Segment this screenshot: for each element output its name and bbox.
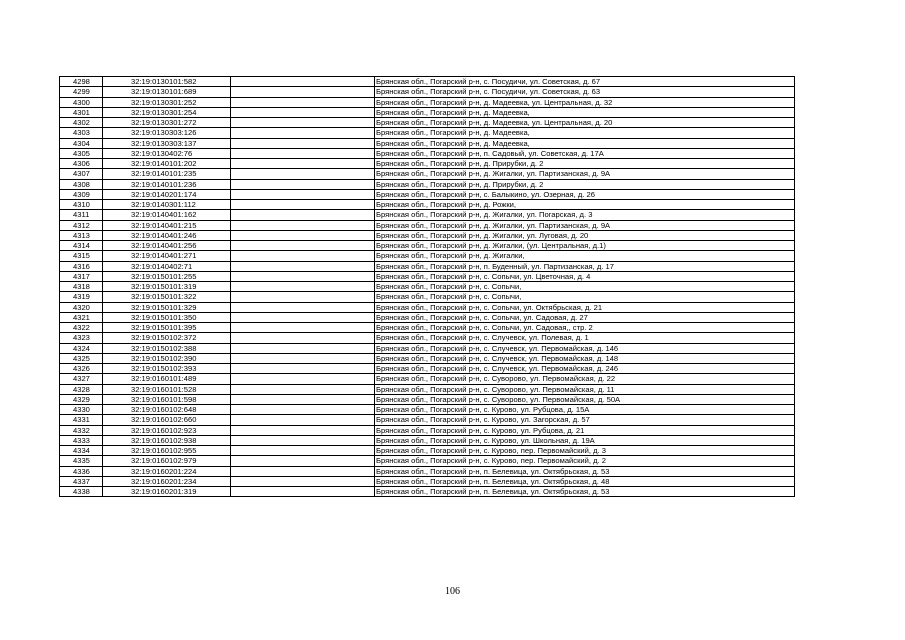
table-row [60, 394, 795, 404]
blank-cell [231, 159, 375, 169]
address-cell: Брянская обл., Погарский р-н, с. Случевск, ул. Первомайская, д. 148 [375, 353, 795, 363]
cadastral-number-cell: 32:19:0130301:254 [103, 107, 231, 117]
blank-cell [231, 374, 375, 384]
blank-cell [231, 128, 375, 138]
table-row [60, 179, 795, 189]
table-row [60, 405, 795, 415]
cadastral-number-cell: 32:19:0160102:938 [103, 435, 231, 445]
table-row [60, 210, 795, 220]
address-cell: Брянская обл., Погарский р-н, с. Суворово, ул. Первомайская, д. 22 [375, 374, 795, 384]
cadastral-number-cell: 32:19:0140301:112 [103, 200, 231, 210]
cadastral-number-cell: 32:19:0160101:598 [103, 394, 231, 404]
address-cell: Брянская обл., Погарский р-н, с. Сопычи, [375, 282, 795, 292]
blank-cell [231, 456, 375, 466]
address-cell: Брянская обл., Погарский р-н, д. Жигалки, [375, 251, 795, 261]
cadastral-number-cell: 32:19:0140401:215 [103, 220, 231, 230]
blank-cell [231, 343, 375, 353]
blank-cell [231, 476, 375, 486]
address-cell: Брянская обл., Погарский р-н, с. Курово, ул. Загорская, д. 57 [375, 415, 795, 425]
blank-cell [231, 312, 375, 322]
row-number-cell: 4328 [60, 384, 103, 394]
blank-cell [231, 415, 375, 425]
cadastral-number-cell: 32:19:0150101:322 [103, 292, 231, 302]
table-row [60, 97, 795, 107]
row-number-cell: 4304 [60, 138, 103, 148]
row-number-cell: 4306 [60, 159, 103, 169]
row-number-cell: 4314 [60, 241, 103, 251]
cadastral-number-cell: 32:19:0150102:390 [103, 353, 231, 363]
blank-cell [231, 302, 375, 312]
table-row [60, 374, 795, 384]
address-cell: Брянская обл., Погарский р-н, п. Белевица, ул. Октябрьская, д. 53 [375, 487, 795, 497]
address-cell: Брянская обл., Погарский р-н, с. Курово, ул. Школьная, д. 19А [375, 435, 795, 445]
address-cell: Брянская обл., Погарский р-н, д. Жигалки, ул. Партизанская, д. 9А [375, 220, 795, 230]
row-number-cell: 4298 [60, 77, 103, 87]
blank-cell [231, 87, 375, 97]
table-row [60, 302, 795, 312]
blank-cell [231, 384, 375, 394]
address-cell: Брянская обл., Погарский р-н, с. Сопычи, [375, 292, 795, 302]
row-number-cell: 4319 [60, 292, 103, 302]
cadastral-number-cell: 32:19:0150101:319 [103, 282, 231, 292]
table-row [60, 251, 795, 261]
address-cell: Брянская обл., Погарский р-н, с. Курово, пер. Первомайский, д. 2 [375, 456, 795, 466]
cadastral-number-cell: 32:19:0150102:393 [103, 364, 231, 374]
address-cell: Брянская обл., Погарский р-н, с. Сопычи, ул. Октябрьская, д. 21 [375, 302, 795, 312]
table-row [60, 220, 795, 230]
table-row [60, 148, 795, 158]
row-number-cell: 4312 [60, 220, 103, 230]
row-number-cell: 4327 [60, 374, 103, 384]
address-cell: Брянская обл., Погарский р-н, д. Мадеевка, [375, 128, 795, 138]
row-number-cell: 4307 [60, 169, 103, 179]
cadastral-number-cell: 32:19:0140401:271 [103, 251, 231, 261]
cadastral-number-cell: 32:19:0130101:582 [103, 77, 231, 87]
table-row [60, 425, 795, 435]
blank-cell [231, 230, 375, 240]
cadastral-number-cell: 32:19:0140401:256 [103, 241, 231, 251]
row-number-cell: 4332 [60, 425, 103, 435]
row-number-cell: 4326 [60, 364, 103, 374]
cadastral-number-cell: 32:19:0130301:252 [103, 97, 231, 107]
address-cell: Брянская обл., Погарский р-н, п. Садовый, ул. Советская, д. 17А [375, 148, 795, 158]
address-cell: Брянская обл., Погарский р-н, д. Жигалки, ул. Погарская, д. 3 [375, 210, 795, 220]
row-number-cell: 4315 [60, 251, 103, 261]
table-row [60, 271, 795, 281]
row-number-cell: 4333 [60, 435, 103, 445]
blank-cell [231, 77, 375, 87]
address-cell: Брянская обл., Погарский р-н, д. Рожки, [375, 200, 795, 210]
blank-cell [231, 107, 375, 117]
blank-cell [231, 333, 375, 343]
blank-cell [231, 189, 375, 199]
row-number-cell: 4325 [60, 353, 103, 363]
table-row [60, 323, 795, 333]
address-cell: Брянская обл., Погарский р-н, д. Прирубки, д. 2 [375, 179, 795, 189]
row-number-cell: 4305 [60, 148, 103, 158]
row-number-cell: 4321 [60, 312, 103, 322]
address-cell: Брянская обл., Погарский р-н, д. Мадеевка, ул. Центральная, д. 32 [375, 97, 795, 107]
address-cell: Брянская обл., Погарский р-н, с. Курово, ул. Рубцова, д. 15А [375, 405, 795, 415]
row-number-cell: 4309 [60, 189, 103, 199]
cadastral-number-cell: 32:19:0140402:71 [103, 261, 231, 271]
address-cell: Брянская обл., Погарский р-н, с. Сопычи, ул. Садовая, д. 27 [375, 312, 795, 322]
cadastral-number-cell: 32:19:0160102:660 [103, 415, 231, 425]
row-number-cell: 4302 [60, 118, 103, 128]
cadastral-number-cell: 32:19:0150102:372 [103, 333, 231, 343]
page-number: 106 [445, 586, 460, 597]
cadastral-number-cell: 32:19:0160102:923 [103, 425, 231, 435]
cadastral-number-cell: 32:19:0150101:350 [103, 312, 231, 322]
address-cell: Брянская обл., Погарский р-н, с. Балыкино, ул. Озерная, д. 26 [375, 189, 795, 199]
row-number-cell: 4317 [60, 271, 103, 281]
address-cell: Брянская обл., Погарский р-н, д. Мадеевка, ул. Центральная, д. 20 [375, 118, 795, 128]
blank-cell [231, 353, 375, 363]
table-row [60, 159, 795, 169]
cadastral-number-cell: 32:19:0140201:174 [103, 189, 231, 199]
blank-cell [231, 466, 375, 476]
cadastral-number-cell: 32:19:0130303:126 [103, 128, 231, 138]
cadastral-number-cell: 32:19:0160201:319 [103, 487, 231, 497]
table-row [60, 138, 795, 148]
address-cell: Брянская обл., Погарский р-н, д. Жигалки, ул. Луговая, д. 20 [375, 230, 795, 240]
blank-cell [231, 394, 375, 404]
blank-cell [231, 425, 375, 435]
address-cell: Брянская обл., Погарский р-н, п. Буденный, ул. Партизанская, д. 17 [375, 261, 795, 271]
row-number-cell: 4335 [60, 456, 103, 466]
table-row [60, 189, 795, 199]
table-row [60, 435, 795, 445]
table-row [60, 456, 795, 466]
table-row [60, 333, 795, 343]
cadastral-number-cell: 32:19:0150102:388 [103, 343, 231, 353]
row-number-cell: 4337 [60, 476, 103, 486]
table-row [60, 384, 795, 394]
cadastral-number-cell: 32:19:0130101:689 [103, 87, 231, 97]
address-cell: Брянская обл., Погарский р-н, п. Белевица, ул. Октябрьская, д. 53 [375, 466, 795, 476]
row-number-cell: 4334 [60, 446, 103, 456]
blank-cell [231, 97, 375, 107]
address-cell: Брянская обл., Погарский р-н, с. Сопычи, ул. Садовая,, стр. 2 [375, 323, 795, 333]
cadastral-number-cell: 32:19:0130301:272 [103, 118, 231, 128]
table-row [60, 343, 795, 353]
table-row [60, 169, 795, 179]
row-number-cell: 4330 [60, 405, 103, 415]
row-number-cell: 4313 [60, 230, 103, 240]
blank-cell [231, 148, 375, 158]
blank-cell [231, 179, 375, 189]
cadastral-number-cell: 32:19:0150101:395 [103, 323, 231, 333]
address-cell: Брянская обл., Погарский р-н, с. Суворово, ул. Первомайская, д. 50А [375, 394, 795, 404]
address-cell: Брянская обл., Погарский р-н, п. Белевица, ул. Октябрьская, д. 48 [375, 476, 795, 486]
address-cell: Брянская обл., Погарский р-н, д. Мадеевка, [375, 107, 795, 117]
blank-cell [231, 169, 375, 179]
cadastral-number-cell: 32:19:0140101:236 [103, 179, 231, 189]
blank-cell [231, 138, 375, 148]
table-row [60, 87, 795, 97]
address-cell: Брянская обл., Погарский р-н, с. Случевск, ул. Первомайская, д. 146 [375, 343, 795, 353]
row-number-cell: 4303 [60, 128, 103, 138]
table-row [60, 230, 795, 240]
row-number-cell: 4324 [60, 343, 103, 353]
row-number-cell: 4322 [60, 323, 103, 333]
row-number-cell: 4301 [60, 107, 103, 117]
table-row [60, 487, 795, 497]
row-number-cell: 4300 [60, 97, 103, 107]
table-row [60, 466, 795, 476]
cadastral-number-cell: 32:19:0150101:255 [103, 271, 231, 281]
table-row [60, 261, 795, 271]
address-cell: Брянская обл., Погарский р-н, с. Случевск, ул. Первомайская, д. 246 [375, 364, 795, 374]
cadastral-number-cell: 32:19:0140101:235 [103, 169, 231, 179]
registry-table-body [60, 77, 795, 497]
address-cell: Брянская обл., Погарский р-н, с. Курово, ул. Рубцова, д. 21 [375, 425, 795, 435]
blank-cell [231, 282, 375, 292]
table-row [60, 476, 795, 486]
row-number-cell: 4318 [60, 282, 103, 292]
cadastral-number-cell: 32:19:0140101:202 [103, 159, 231, 169]
table-row [60, 128, 795, 138]
cadastral-number-cell: 32:19:0160201:224 [103, 466, 231, 476]
table-row [60, 282, 795, 292]
address-cell: Брянская обл., Погарский р-н, д. Прирубки, д. 2 [375, 159, 795, 169]
table-row [60, 364, 795, 374]
row-number-cell: 4323 [60, 333, 103, 343]
blank-cell [231, 487, 375, 497]
cadastral-number-cell: 32:19:0130402:76 [103, 148, 231, 158]
cadastral-number-cell: 32:19:0130303:137 [103, 138, 231, 148]
table-row [60, 241, 795, 251]
blank-cell [231, 435, 375, 445]
address-cell: Брянская обл., Погарский р-н, с. Случевск, ул. Полевая, д. 1 [375, 333, 795, 343]
cadastral-number-cell: 32:19:0160102:648 [103, 405, 231, 415]
blank-cell [231, 200, 375, 210]
cadastral-number-cell: 32:19:0160101:489 [103, 374, 231, 384]
row-number-cell: 4338 [60, 487, 103, 497]
address-cell: Брянская обл., Погарский р-н, д. Жигалки, ул. Партизанская, д. 9А [375, 169, 795, 179]
blank-cell [231, 241, 375, 251]
row-number-cell: 4329 [60, 394, 103, 404]
table-row [60, 446, 795, 456]
cadastral-number-cell: 32:19:0160201:234 [103, 476, 231, 486]
blank-cell [231, 292, 375, 302]
address-cell: Брянская обл., Погарский р-н, с. Посудичи, ул. Советская, д. 67 [375, 77, 795, 87]
blank-cell [231, 405, 375, 415]
table-row [60, 292, 795, 302]
blank-cell [231, 210, 375, 220]
blank-cell [231, 271, 375, 281]
table-row [60, 312, 795, 322]
address-cell: Брянская обл., Погарский р-н, с. Сопычи, ул. Цветочная, д. 4 [375, 271, 795, 281]
row-number-cell: 4310 [60, 200, 103, 210]
row-number-cell: 4331 [60, 415, 103, 425]
row-number-cell: 4308 [60, 179, 103, 189]
blank-cell [231, 118, 375, 128]
address-cell: Брянская обл., Погарский р-н, д. Мадеевка, [375, 138, 795, 148]
blank-cell [231, 220, 375, 230]
table-row [60, 77, 795, 87]
address-cell: Брянская обл., Погарский р-н, д. Жигалки, (ул. Центральная, д.1) [375, 241, 795, 251]
blank-cell [231, 364, 375, 374]
table-row [60, 353, 795, 363]
row-number-cell: 4336 [60, 466, 103, 476]
cadastral-number-cell: 32:19:0160101:528 [103, 384, 231, 394]
table-row [60, 415, 795, 425]
row-number-cell: 4299 [60, 87, 103, 97]
cadastral-number-cell: 32:19:0140401:162 [103, 210, 231, 220]
row-number-cell: 4316 [60, 261, 103, 271]
blank-cell [231, 251, 375, 261]
blank-cell [231, 261, 375, 271]
address-cell: Брянская обл., Погарский р-н, с. Суворово, ул. Первомайская, д. 11 [375, 384, 795, 394]
row-number-cell: 4311 [60, 210, 103, 220]
table-row [60, 107, 795, 117]
address-cell: Брянская обл., Погарский р-н, с. Курово, пер. Первомайский, д. 3 [375, 446, 795, 456]
table-row [60, 118, 795, 128]
blank-cell [231, 446, 375, 456]
address-cell: Брянская обл., Погарский р-н, с. Посудичи, ул. Советская, д. 63 [375, 87, 795, 97]
row-number-cell: 4320 [60, 302, 103, 312]
cadastral-number-cell: 32:19:0150101:329 [103, 302, 231, 312]
cadastral-number-cell: 32:19:0160102:955 [103, 446, 231, 456]
table-row [60, 200, 795, 210]
cadastral-number-cell: 32:19:0160102:979 [103, 456, 231, 466]
blank-cell [231, 323, 375, 333]
cadastral-number-cell: 32:19:0140401:246 [103, 230, 231, 240]
registry-table [59, 76, 795, 497]
